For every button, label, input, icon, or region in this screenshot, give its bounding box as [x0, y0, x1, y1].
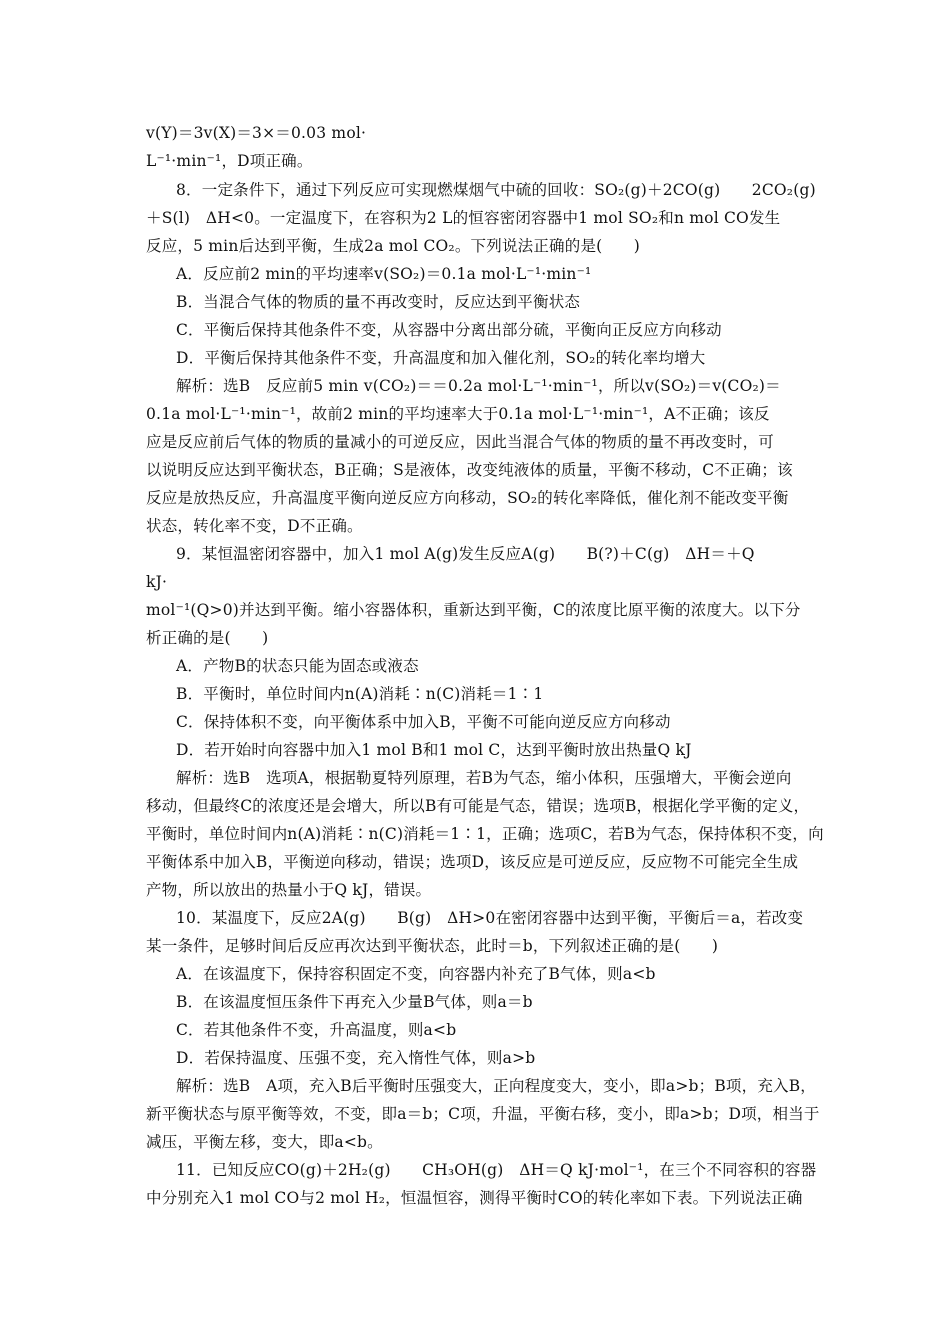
text-line: ＋S(l) ΔH<0。一定温度下，在容积为2 L的恒容密闭容器中1 mol SO₂和n mol CO发生 — [146, 209, 781, 227]
text-line: 状态，转化率不变，D不正确。 — [146, 517, 363, 535]
option-c: C．平衡后保持其他条件不变，从容器中分离出部分硫，平衡向正反应方向移动 — [176, 321, 722, 339]
text-line: 平衡体系中加入B，平衡逆向移动，错误；选项D，该反应是可逆反应，反应物不可能完全生成 — [146, 853, 799, 871]
option-d: D．若开始时向容器中加入1 mol B和1 mol C，达到平衡时放出热量Q kJ — [176, 741, 692, 759]
option-a: A．在该温度下，保持容积固定不变，向容器内补充了B气体，则a<b — [176, 965, 656, 983]
text-line: 移动，但最终C的浓度还是会增大，所以B有可能是气态，错误；选项B，根据化学平衡的定义， — [146, 797, 810, 815]
option-c: C．保持体积不变，向平衡体系中加入B，平衡不可能向逆反应方向移动 — [176, 713, 671, 731]
question-10-stem: 10．某温度下，反应2A(g) B(g) ΔH>0在密闭容器中达到平衡，平衡后＝a，若改变 — [176, 909, 804, 927]
text-line: 以说明反应达到平衡状态，B正确；S是液体，改变纯液体的质量，平衡不移动，C不正确；该 — [146, 461, 793, 479]
text-line: L⁻¹·min⁻¹，D项正确。 — [146, 152, 313, 170]
option-c: C．若其他条件不变，升高温度，则a<b — [176, 1021, 457, 1039]
text-line: 中分别充入1 mol CO与2 mol H₂，恒温恒容，测得平衡时CO的转化率如下表。下列说法正确 — [146, 1189, 803, 1207]
option-d: D．平衡后保持其他条件不变，升高温度和加入催化剂，SO₂的转化率均增大 — [176, 349, 706, 367]
analysis-9: 解析：选B 选项A，根据勒夏特列原理，若B为气态，缩小体积，压强增大，平衡会逆向 — [176, 769, 792, 787]
option-a: A．反应前2 min的平均速率v(SO₂)＝0.1a mol·L⁻¹·min⁻¹ — [176, 265, 592, 283]
option-b: B．在该温度恒压条件下再充入少量B气体，则a＝b — [176, 993, 533, 1011]
text-line: 平衡时，单位时间内n(A)消耗∶n(C)消耗＝1∶1，正确；选项C，若B为气态，保持体积不变，向 — [146, 825, 824, 843]
text-line: mol⁻¹(Q>0)并达到平衡。缩小容器体积，重新达到平衡，C的浓度比原平衡的浓度大。以下分 — [146, 601, 801, 619]
option-b: B．当混合气体的物质的量不再改变时，反应达到平衡状态 — [176, 293, 581, 311]
question-11-stem: 11．已知反应CO(g)＋2H₂(g) CH₃OH(g) ΔH＝Q kJ·mol⁻¹，在三个不同容积的容器 — [176, 1161, 817, 1179]
text-line: 新平衡状态与原平衡等效，不变，即a＝b；C项，升温，平衡右移，变小，即a>b；D项，相当于 — [146, 1105, 820, 1123]
analysis-8: 解析：选B 反应前5 min v(CO₂)＝＝0.2a mol·L⁻¹·min⁻¹，所以v(SO₂)＝v(CO₂)＝ — [176, 377, 781, 395]
text-line: 减压，平衡左移，变大，即a<b。 — [146, 1133, 383, 1151]
analysis-10: 解析：选B A项，充入B后平衡时压强变大，正向程度变大，变小，即a>b；B项，充入B， — [176, 1077, 817, 1095]
text-line: 反应是放热反应，升高温度平衡向逆反应方向移动，SO₂的转化率降低，催化剂不能改变平衡 — [146, 489, 789, 507]
text-line: 反应，5 min后达到平衡，生成2a mol CO₂。下列说法正确的是( ) — [146, 237, 641, 255]
option-a: A．产物B的状态只能为固态或液态 — [176, 657, 419, 675]
question-8-stem: 8．一定条件下，通过下列反应可实现燃煤烟气中硫的回收：SO₂(g)＋2CO(g) 2CO₂(g) — [176, 181, 816, 199]
text-line: 产物，所以放出的热量小于Q kJ，错误。 — [146, 881, 432, 899]
option-b: B．平衡时，单位时间内n(A)消耗∶n(C)消耗＝1∶1 — [176, 685, 544, 703]
text-line: 某一条件，足够时间后反应再次达到平衡状态，此时＝b，下列叙述正确的是( ) — [146, 937, 719, 955]
text-line: 0.1a mol·L⁻¹·min⁻¹，故前2 min的平均速率大于0.1a mol·L⁻¹·min⁻¹，A不正确；该反 — [146, 405, 770, 423]
text-line: v(Y)＝3v(X)＝3×＝0.03 mol· — [146, 124, 367, 142]
text-line: kJ· — [146, 573, 168, 591]
option-d: D．若保持温度、压强不变，充入惰性气体，则a>b — [176, 1049, 536, 1067]
question-9-stem: 9．某恒温密闭容器中，加入1 mol A(g)发生反应A(g) B(?)＋C(g) ΔH＝＋Q — [176, 545, 755, 563]
text-line: 析正确的是( ) — [146, 629, 269, 647]
text-line: 应是反应前后气体的物质的量减小的可逆反应，因此当混合气体的物质的量不再改变时，可 — [146, 433, 775, 451]
